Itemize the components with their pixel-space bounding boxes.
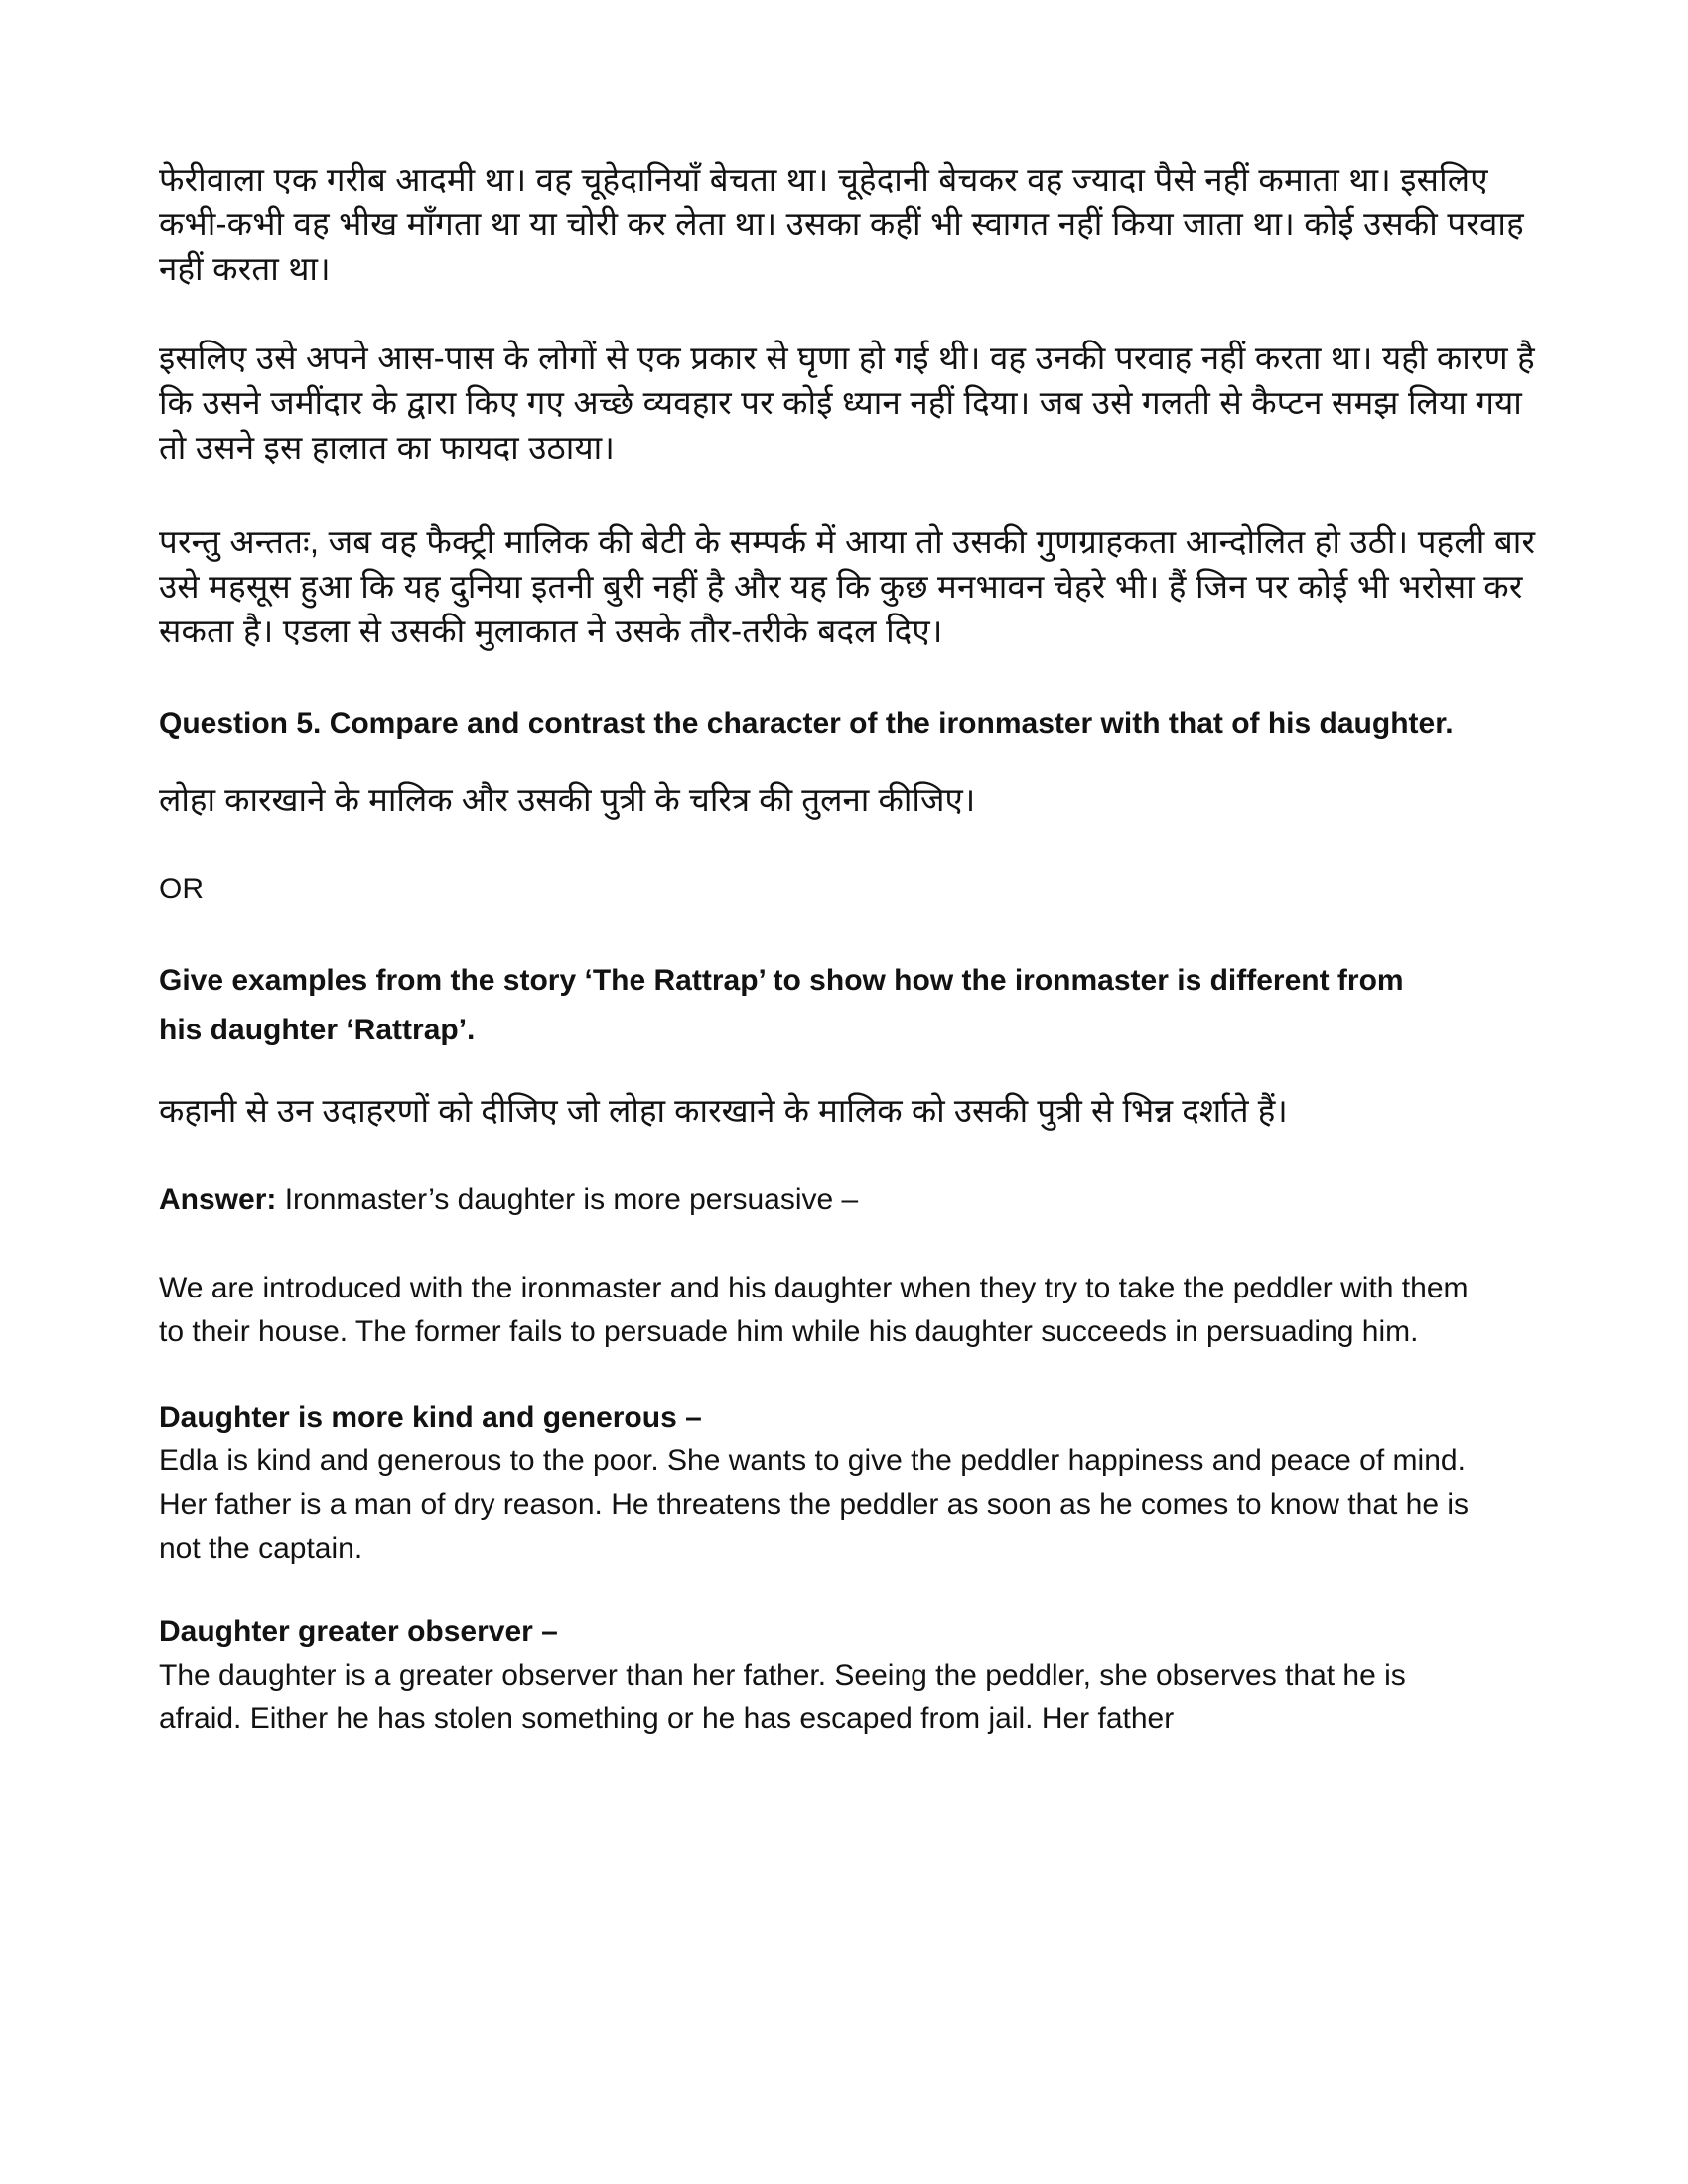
question-5-hindi-translation: लोहा कारखाने के मालिक और उसकी पुत्री के चरित्र की तुलना कीजिए। [159,781,976,818]
answer-paragraph-introduction: We are introduced with the ironmaster and his daughter when they try to take the peddler with them to their house. The former fails to persuade him while his daughter succeeds in persuading him. [159,1272,1469,1348]
point-body-greater-observer: The daughter is a greater observer than her father. Seeing the peddler, she observes that he is afraid. Either he has stolen something or he has escaped from jail. Her father [159,1659,1406,1735]
answer-intro-text: Ironmaster’s daughter is more persuasive – [284,1183,859,1216]
answer-label: Answer: [159,1183,277,1216]
or-separator-label: OR [159,873,204,905]
question-5-heading: Question 5. Compare and contrast the character of the ironmaster with that of his daughter. [159,707,1454,740]
hindi-paragraph-edla-meeting: परन्तु अन्ततः, जब वह फैक्ट्री मालिक की बेटी के सम्पर्क में आया तो उसकी गुणग्राहकता आन्दोलित हो उठी। पहली बार उसे महसूस हुआ कि यह दुनिया इतनी बुरी नहीं है और यह कि कुछ मनभावन चेहरे भी। हैं जिन पर कोई भी भरोसा कर सकता है। एडला से उसकी मुलाकात ने उसके तौर-तरीके बदल दिए। [159,523,1536,649]
answer-point-greater-observer [159,1610,1479,1741]
point-heading-greater-observer: Daughter greater observer – [159,1615,558,1648]
alternate-question-heading: Give examples from the story ‘The Rattrap’ to show how the ironmaster is different from his daughter ‘Rattrap’. [159,964,1404,1046]
point-heading-kind-generous: Daughter is more kind and generous – [159,1401,702,1433]
answer-intro-line [159,1177,1549,1222]
hindi-paragraph-peddler-poor: फेरीवाला एक गरीब आदमी था। वह चूहेदानियाँ बेचता था। चूहेदानी बेचकर वह ज्यादा पैसे नहीं कमाता था। इसलिए कभी-कभी वह भीख माँगता था या चोरी कर लेता था। उसका कहीं भी स्वागत नहीं किया जाता था। कोई उसकी परवाह नहीं करता था। [159,161,1524,287]
alternate-question-hindi-translation: कहानी से उन उदाहरणों को दीजिए जो लोहा कारखाने के मालिक को उसकी पुत्री से भिन्न दर्शाते हैं। [159,1092,1288,1129]
answer-point-kind-generous [159,1396,1479,1570]
point-body-kind-generous: Edla is kind and generous to the poor. She wants to give the peddler happiness and peace of mind. Her father is a man of dry reason. He threatens the peddler as soon as he comes to know that he is not the captain. [159,1444,1470,1565]
hindi-paragraph-hatred: इसलिए उसे अपने आस-पास के लोगों से एक प्रकार से घृणा हो गई थी। वह उनकी परवाह नहीं करता था। यही कारण है कि उसने जमींदार के द्वारा किए गए अच्छे व्यवहार पर कोई ध्यान नहीं दिया। जब उसे गलती से कैप्टन समझ लिया गया तो उसने इस हालात का फायदा उठाया। [159,340,1535,466]
